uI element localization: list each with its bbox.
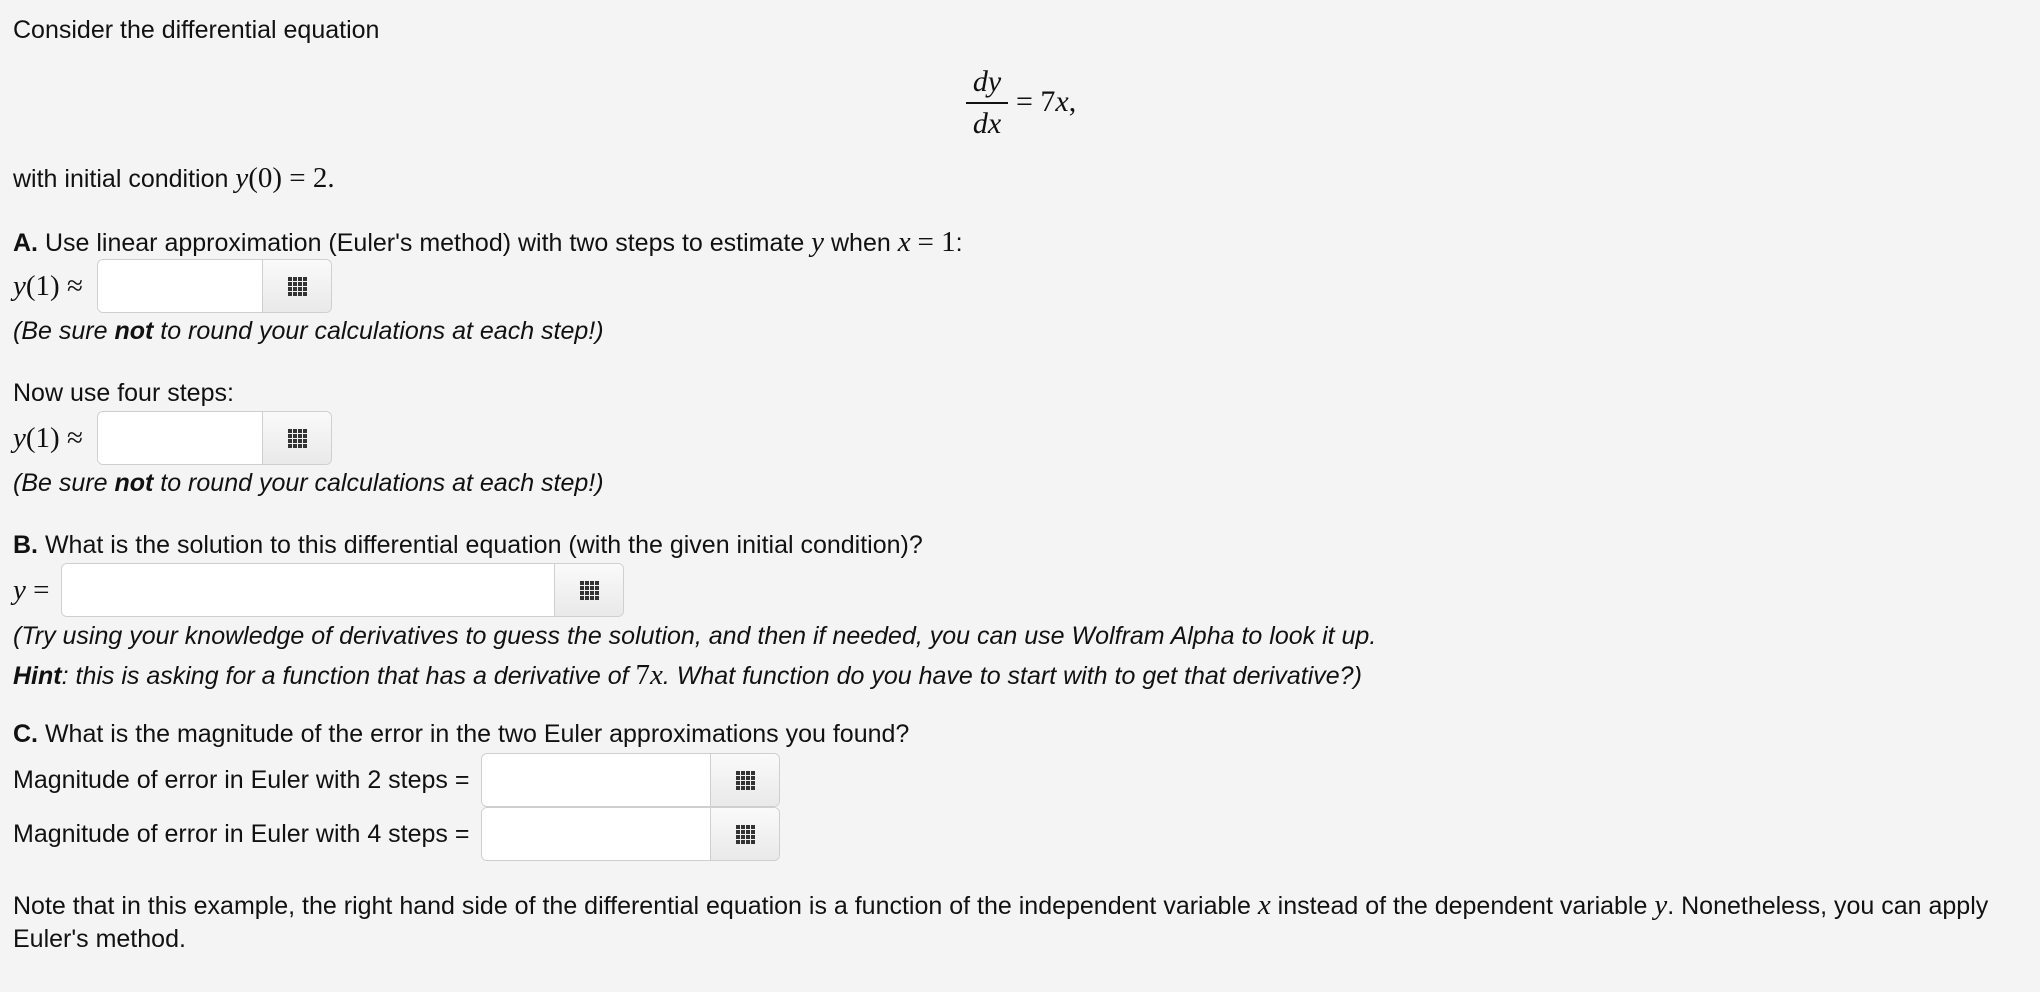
part-a-question: A. Use linear approximation (Euler's method) with two steps to estimate y when x = 1: xyxy=(13,226,963,258)
answer-box-error-two xyxy=(481,753,780,807)
answer-box-solution xyxy=(61,563,624,617)
y1-approx-label: y(1) ≈ xyxy=(13,269,83,302)
part-b-row xyxy=(13,563,624,617)
part-c-four-steps-row xyxy=(13,807,780,861)
fraction-bar xyxy=(966,102,1008,104)
y-equals-label: y = xyxy=(13,573,50,606)
rounding-note: (Be sure not to round your calculations at each step!) xyxy=(13,469,604,497)
part-b-question: B. What is the solution to this differential equation (with the given initial condition)? xyxy=(13,531,923,559)
part-a-four-steps-row xyxy=(13,411,332,465)
four-steps-input[interactable] xyxy=(98,412,262,464)
grid-palette-icon xyxy=(288,277,306,295)
answer-box-error-four xyxy=(481,807,780,861)
error-four-steps-label: Magnitude of error in Euler with 4 steps = xyxy=(13,819,470,848)
initial-condition: with initial condition y(0) = 2. xyxy=(13,162,335,194)
grid-palette-icon xyxy=(736,825,754,843)
eq-rhs: = 7x, xyxy=(1016,85,1077,118)
rounding-note: (Be sure not to round your calculations at each step!) xyxy=(13,317,604,345)
answer-box-four-steps xyxy=(97,411,332,465)
solution-tip: (Try using your knowledge of derivatives to guess the solution, and then if needed, you can use Wolfram Alpha to look it up. xyxy=(13,622,1377,650)
solution-input[interactable] xyxy=(62,564,554,616)
part-a-two-steps-row xyxy=(13,259,332,313)
math-palette-button[interactable] xyxy=(262,412,331,464)
differential-equation xyxy=(966,64,1116,144)
eq-denominator: dx xyxy=(972,107,1002,140)
grid-palette-icon xyxy=(580,581,598,599)
footer-note: Note that in this example, the right hand side of the differential equation is a function of the independent variable x instead of the dependent variable y. Nonetheless, you can apply xyxy=(13,889,1989,921)
error-two-steps-input[interactable] xyxy=(482,754,710,806)
intro-text: Consider the differential equation xyxy=(13,16,380,44)
part-c-question: C. What is the magnitude of the error in the two Euler approximations you found? xyxy=(13,720,910,748)
two-steps-input[interactable] xyxy=(98,260,262,312)
math-palette-button[interactable] xyxy=(554,564,623,616)
grid-palette-icon xyxy=(288,429,306,447)
derivative-fraction xyxy=(966,64,1008,142)
answer-box-two-steps xyxy=(97,259,332,313)
eq-numerator: dy xyxy=(972,65,1002,98)
y1-approx-label: y(1) ≈ xyxy=(13,421,83,454)
footer-note-line2: Euler's method. xyxy=(13,925,186,953)
solution-hint: Hint: this is asking for a function that has a derivative of 7x. What function do you have to start with to get that derivative?) xyxy=(13,659,1362,691)
four-steps-text: Now use four steps: xyxy=(13,379,234,407)
error-two-steps-label: Magnitude of error in Euler with 2 steps = xyxy=(13,765,470,794)
math-palette-button[interactable] xyxy=(710,808,779,860)
error-four-steps-input[interactable] xyxy=(482,808,710,860)
math-palette-button[interactable] xyxy=(262,260,331,312)
grid-palette-icon xyxy=(736,771,754,789)
math-palette-button[interactable] xyxy=(710,754,779,806)
part-c-two-steps-row xyxy=(13,753,780,807)
